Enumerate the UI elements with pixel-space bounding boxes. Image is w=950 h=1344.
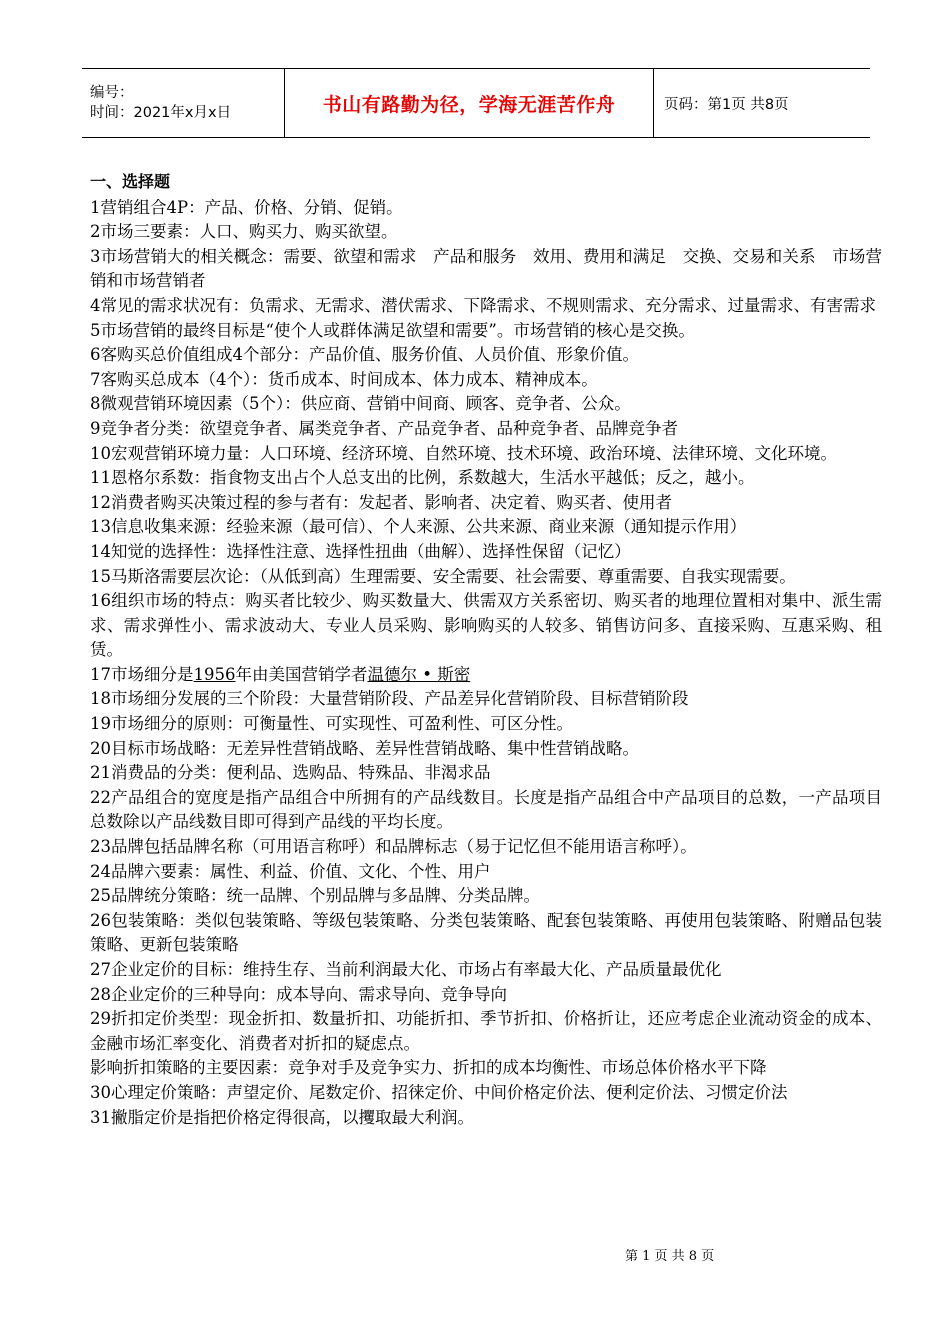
item17-middle: 年由美国营销学者 xyxy=(235,664,368,684)
list-item: 影响折扣策略的主要因素：竞争对手及竞争实力、折扣的成本均衡性、市场总体价格水平下降 xyxy=(90,1058,767,1078)
item17-year: 1956 xyxy=(193,664,236,684)
list-item: 11恩格尔系数：指食物支出占个人总支出的比例，系数越大，生活水平越低；反之，越小。 xyxy=(90,468,755,488)
list-item: 24品牌六要素：属性、利益、价值、文化、个性、用户 xyxy=(90,861,491,881)
page-header xyxy=(82,68,870,138)
list-item: 31撇脂定价是指把价格定得很高，以攫取最大利润。 xyxy=(90,1107,474,1127)
list-item: 30心理定价策略：声望定价、尾数定价、招徕定价、中间价格定价法、便利定价法、习惯定价法 xyxy=(90,1082,788,1102)
list-item: 2市场三要素：人口、购买力、购买欲望。 xyxy=(90,222,398,242)
list-item: 20目标市场战略：无差异性营销战略、差异性营销战略、集中性营销战略。 xyxy=(90,738,639,758)
list-item: 8微观营销环境因素（5个）：供应商、营销中间商、顾客、竞争者、公众。 xyxy=(90,394,631,414)
list-item: 5市场营销的最终目标是“使个人或群体满足欲望和需要”。市场营销的核心是交换。 xyxy=(90,320,695,340)
list-item: 28企业定价的三种导向：成本导向、需求导向、竞争导向 xyxy=(90,984,507,1004)
list-item: 29折扣定价类型：现金折扣、数量折扣、功能折扣、季节折扣、价格折让，还应考虑企业流动资金的成本、金融市场汇率变化、消费者对折扣的疑虑点。 xyxy=(90,1009,882,1053)
date-label: 时间：2021年x月x日 xyxy=(90,105,232,121)
page-footer: 第 1 页 共 8 页 xyxy=(625,1249,715,1264)
list-item: 25品牌统分策略：统一品牌、个别品牌与多品牌、分类品牌。 xyxy=(90,886,540,906)
list-item: 19市场细分的原则：可衡量性、可实现性、可盈利性、可区分性。 xyxy=(90,714,573,734)
list-item: 23品牌包括品牌名称（可用语言称呼）和品牌标志（易于记忆但不能用语言称呼）。 xyxy=(90,837,697,857)
list-item: 12消费者购买决策过程的参与者有：发起者、影响者、决定着、购买者、使用者 xyxy=(90,492,672,512)
item-list xyxy=(90,687,882,1130)
section-title: 一、选择题 xyxy=(90,172,171,191)
header-page-cell xyxy=(654,69,870,137)
list-item: 15马斯洛需要层次论：（从低到高）生理需要、安全需要、社会需要、尊重需要、自我实现需要。 xyxy=(90,566,796,586)
list-item: 9竞争者分类：欲望竞争者、属类竞争者、产品竞争者、品种竞争者、品牌竞争者 xyxy=(90,418,678,438)
list-item: 26包装策略：类似包装策略、等级包装策略、分类包装策略、配套包装策略、再使用包装策略、附赠品包装策略、更新包装策略 xyxy=(90,910,882,955)
page-label: 页码：第1页 共8页 xyxy=(664,96,789,113)
list-item: 13信息收集来源：经验来源（最可信）、个人来源、公共来源、商业来源（通知提示作用） xyxy=(90,517,747,537)
list-item: 3市场营销大的相关概念：需要、欲望和需求 产品和服务 效用、费用和满足 交换、交易和关系 市场营销和市场营销者 xyxy=(90,246,882,291)
motto: 书山有路勤为径，学海无涯苦作舟 xyxy=(322,93,616,116)
list-item: 10宏观营销环境力量：人口环境、经济环境、自然环境、技术环境、政治环境、法律环境、文化环境。 xyxy=(90,443,837,463)
number-label: 编号： xyxy=(90,85,134,101)
list-item: 18市场细分发展的三个阶段：大量营销阶段、产品差异化营销阶段、目标营销阶段 xyxy=(90,689,689,709)
item17-scholar: 温德尔 • 斯密 xyxy=(367,664,471,684)
list-item: 7客购买总成本（4个）：货币成本、时间成本、体力成本、精神成本。 xyxy=(90,369,598,389)
list-item: 14知觉的选择性：选择性注意、选择性扭曲（曲解）、选择性保留（记忆） xyxy=(90,541,631,561)
list-item: 27企业定价的目标：维持生存、当前利润最大化、市场占有率最大化、产品质量最优化 xyxy=(90,960,722,979)
header-meta xyxy=(82,69,284,137)
list-item: 1营销组合4P：产品、价格、分销、促销。 xyxy=(90,197,403,217)
list-item: 16组织市场的特点：购买者比较少、购买数量大、供需双方关系密切、购买者的地理位置相对集中、派生需求、需求弹性小、需求波动大、专业人员采购、影响购买的人较多、销售访问多、直接采购、互惠采购、租赁。 xyxy=(90,591,882,660)
list-item: 6客购买总价值组成4个部分：产品价值、服务价值、人员价值、形象价值。 xyxy=(90,345,639,365)
list-item: 21消费品的分类：便利品、选购品、特殊品、非渴求品 xyxy=(90,763,491,783)
item17-prefix: 17市场细分是 xyxy=(90,664,194,684)
item-list xyxy=(90,196,882,663)
header-motto-cell xyxy=(284,69,654,137)
list-item: 4常见的需求状况有：负需求、无需求、潜伏需求、下降需求、不规则需求、充分需求、过量需求、有害需求 xyxy=(90,295,876,315)
list-item: 22产品组合的宽度是指产品组合中所拥有的产品线数目。长度是指产品组合中产品项目的总数，一产品项目总数除以产品线数目即可得到产品线的平均长度。 xyxy=(90,787,882,832)
list-item xyxy=(90,663,882,688)
document-body xyxy=(90,170,882,1130)
